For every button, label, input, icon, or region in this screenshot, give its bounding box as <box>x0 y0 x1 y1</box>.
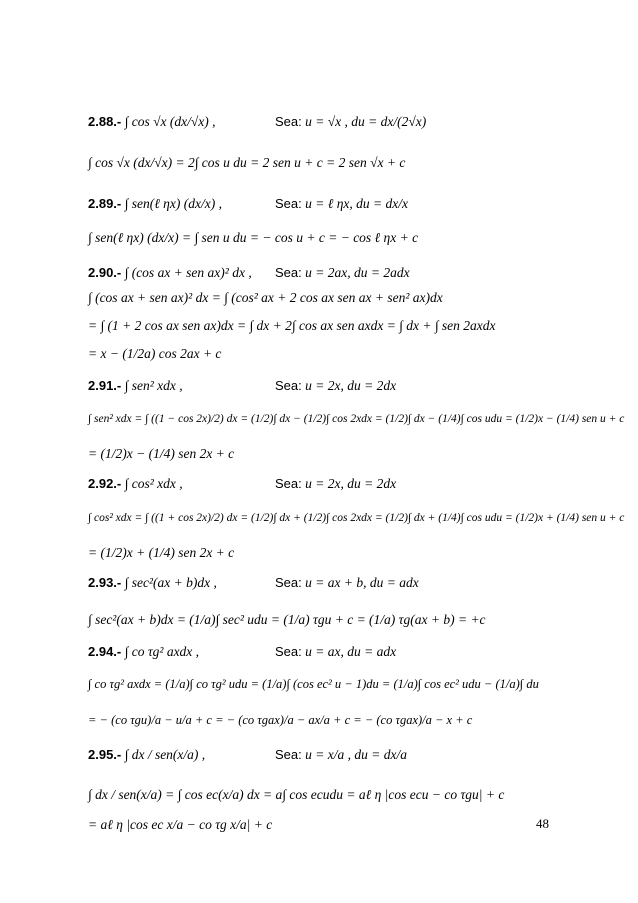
problem-2-90-substitution <box>275 265 410 281</box>
substitution-expr: u = ax + b, du = adx <box>305 575 419 590</box>
problem-2-91-header <box>88 378 183 394</box>
problem-number: 2.94.- <box>88 644 122 659</box>
problem-integral: ∫ cos² xdx , <box>124 476 183 491</box>
sea-label: Sea: <box>275 196 302 211</box>
substitution-expr: u = x/a , du = dx/a <box>305 747 407 762</box>
problem-2-91-step-2: = (1/2)x − (1/4) sen 2x + c <box>88 446 235 461</box>
problem-2-88-header <box>88 114 215 130</box>
substitution-expr: u = 2ax, du = 2adx <box>305 265 410 280</box>
problem-number: 2.91.- <box>88 378 122 393</box>
sea-label: Sea: <box>275 644 302 659</box>
problem-2-89-step: ∫ sen(ℓ ηx) (dx/x) = ∫ sen u du = − cos u + c = − cos ℓ ηx + c <box>88 230 419 245</box>
problem-integral: ∫ cos √x (dx/√x) , <box>124 114 216 129</box>
problem-2-90-header <box>88 265 252 281</box>
problem-integral: ∫ sen² xdx , <box>124 378 183 393</box>
substitution-expr: u = 2x, du = 2dx <box>305 476 397 491</box>
problem-2-88-step: ∫ cos √x (dx/√x) = 2∫ cos u du = 2 sen u + c = 2 sen √x + c <box>88 155 406 170</box>
problem-integral: ∫ co τg² axdx , <box>124 644 200 659</box>
problem-2-92-header <box>88 476 183 492</box>
sea-label: Sea: <box>275 114 302 129</box>
substitution-expr: u = ax, du = adx <box>305 644 397 659</box>
problem-2-95-step-1: ∫ dx / sen(x/a) = ∫ cos ec(x/a) dx = a∫ cos ecudu = aℓ η |cos ecu − co τgu| + c <box>88 787 505 802</box>
problem-2-89-substitution <box>275 196 408 212</box>
problem-integral: ∫ sen(ℓ ηx) (dx/x) , <box>124 196 222 211</box>
problem-number: 2.93.- <box>88 575 122 590</box>
problem-2-90-step-1: ∫ (cos ax + sen ax)² dx = ∫ (cos² ax + 2 cos ax sen ax + sen² ax)dx <box>88 290 443 305</box>
sea-label: Sea: <box>275 476 302 491</box>
problem-2-88-substitution <box>275 114 426 130</box>
problem-2-92-step-1: ∫ cos² xdx = ∫ ((1 + cos 2x)/2) dx = (1/2)∫ dx + (1/2)∫ cos 2xdx = (1/2)∫ dx + (1/4)∫ cos udu = (1/2)x + (1/4) sen u + c <box>88 512 625 524</box>
problem-number: 2.92.- <box>88 476 122 491</box>
problem-integral: ∫ sec²(ax + b)dx , <box>124 575 217 590</box>
problem-2-92-step-2: = (1/2)x + (1/4) sen 2x + c <box>88 545 235 560</box>
problem-number: 2.90.- <box>88 265 122 280</box>
sea-label: Sea: <box>275 575 302 590</box>
problem-2-93-header <box>88 575 217 591</box>
problem-2-95-header <box>88 747 205 763</box>
problem-2-94-step-1: ∫ co τg² axdx = (1/a)∫ co τg² udu = (1/a)∫ (cos ec² u − 1)du = (1/a)∫ cos ec² udu − (1/a)∫ du <box>88 677 539 691</box>
problem-2-92-substitution <box>275 476 396 492</box>
problem-2-93-step: ∫ sec²(ax + b)dx = (1/a)∫ sec² udu = (1/a) τgu + c = (1/a) τg(ax + b) = +c <box>88 612 486 627</box>
problem-2-90-step-2: = ∫ (1 + 2 cos ax sen ax)dx = ∫ dx + 2∫ cos ax sen axdx = ∫ dx + ∫ sen 2axdx <box>88 318 496 333</box>
page-number: 48 <box>536 816 549 831</box>
problem-2-95-substitution <box>275 747 407 763</box>
problem-2-93-substitution <box>275 575 419 591</box>
problem-2-90-step-3: = x − (1/2a) cos 2ax + c <box>88 346 222 361</box>
problem-2-94-header <box>88 644 199 660</box>
sea-label: Sea: <box>275 265 302 280</box>
problem-2-91-step-1: ∫ sen² xdx = ∫ ((1 − cos 2x)/2) dx = (1/2)∫ dx − (1/2)∫ cos 2xdx = (1/2)∫ dx − (1/4)∫ cos udu = (1/2)x − (1/4) sen u + c <box>88 413 625 425</box>
sea-label: Sea: <box>275 378 302 393</box>
problem-integral: ∫ (cos ax + sen ax)² dx , <box>124 265 252 280</box>
sea-label: Sea: <box>275 747 302 762</box>
problem-2-91-substitution <box>275 378 396 394</box>
problem-integral: ∫ dx / sen(x/a) , <box>124 747 206 762</box>
problem-2-95-step-2: = aℓ η |cos ec x/a − co τg x/a| + c <box>88 817 273 832</box>
problem-2-94-substitution <box>275 644 396 660</box>
problem-2-94-step-2: = − (co τgu)/a − u/a + c = − (co τgax)/a − ax/a + c = − (co τgax)/a − x + c <box>88 713 473 727</box>
problem-number: 2.89.- <box>88 196 122 211</box>
problem-2-89-header <box>88 196 222 212</box>
substitution-expr: u = √x , du = dx/(2√x) <box>305 114 427 129</box>
problem-number: 2.88.- <box>88 114 122 129</box>
problem-number: 2.95.- <box>88 747 122 762</box>
substitution-expr: u = ℓ ηx, du = dx/x <box>305 196 409 211</box>
substitution-expr: u = 2x, du = 2dx <box>305 378 397 393</box>
